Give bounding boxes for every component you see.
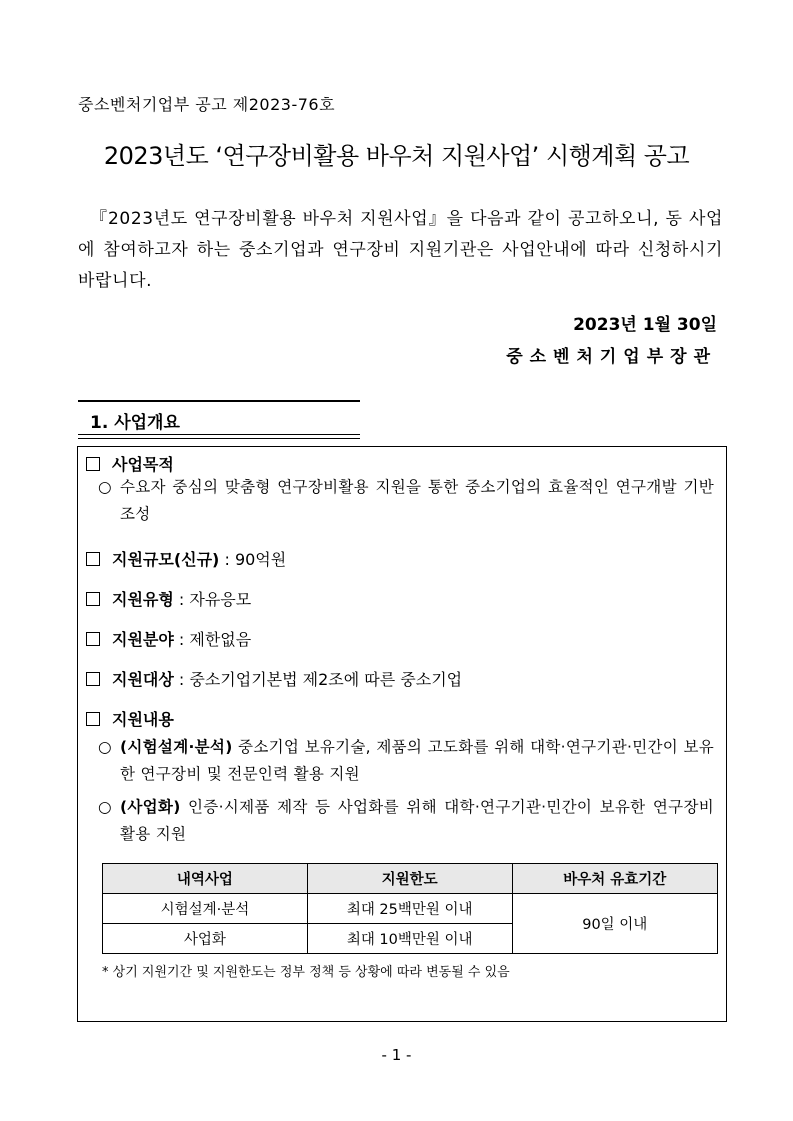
- notice-number: 중소벤처기업부 공고 제2023-76호: [78, 95, 336, 114]
- scale-value: : 90억원: [219, 550, 287, 569]
- table-header-row: [103, 864, 718, 894]
- section-heading-text: 1. 사업개요: [90, 413, 180, 433]
- purpose-text: 수요자 중심의 맞춤형 연구장비활용 지원을 통한 중소기업의 효율적인 연구개발 기반 조성: [120, 478, 714, 523]
- circle-bullet-icon: ○: [98, 798, 112, 816]
- type-row: [86, 587, 251, 610]
- field-label: 지원분야: [112, 630, 174, 649]
- checkbox-icon: [86, 592, 100, 606]
- field-value: : 제한없음: [173, 630, 252, 649]
- scale-row: [86, 547, 286, 570]
- table-cell: 사업화: [103, 924, 308, 954]
- content-item-body: [120, 734, 714, 788]
- intro-paragraph: [78, 204, 723, 297]
- notice-date: 2023년 1월 30일: [573, 315, 717, 335]
- target-row: [86, 667, 462, 690]
- type-value: : 자유응모: [173, 590, 252, 609]
- content-row: [86, 707, 174, 730]
- target-value: : 중소기업기본법 제2조에 따른 중소기업: [173, 670, 463, 689]
- table-cell: 최대 10백만원 이내: [307, 924, 512, 954]
- table-cell: 시험설계·분석: [103, 894, 308, 924]
- field-row: [86, 627, 251, 650]
- footnote: * 상기 지원기간 및 지원한도는 정부 정책 등 상황에 따라 변동될 수 있음: [102, 965, 510, 980]
- content-item-label: (사업화): [120, 798, 181, 816]
- table-header-cell: 내역사업: [103, 864, 308, 894]
- purpose-label: 사업목적: [112, 455, 174, 474]
- page-number: - 1 -: [381, 1046, 412, 1064]
- checkbox-icon: [86, 672, 100, 686]
- table-cell: 최대 25백만원 이내: [307, 894, 512, 924]
- overview-box: [77, 446, 727, 1022]
- checkbox-icon: [86, 457, 100, 471]
- intro-text: 『2023년도 연구장비활용 바우처 지원사업』을 다음과 같이 공고하오니, 동 사업에 참여하고자 하는 중소기업과 연구장비 지원기관은 사업안내에 따라 신청하시기 바랍니다.: [78, 209, 723, 291]
- circle-bullet-icon: ○: [98, 478, 112, 496]
- table-header-cell: 바우처 유효기간: [512, 864, 717, 894]
- scale-label: 지원규모(신규): [112, 550, 220, 569]
- voucher-table: [102, 863, 718, 954]
- table-header-cell: 지원한도: [307, 864, 512, 894]
- issuer-name: 중소벤처기업부장관: [506, 347, 717, 367]
- content-item-text: 중소기업 보유기술, 제품의 고도화를 위해 대학·연구기관·민간이 보유한 연구장비 및 전문인력 활용 지원: [120, 738, 714, 783]
- content-item-body: [120, 794, 714, 848]
- purpose-item: [98, 474, 714, 528]
- checkbox-icon: [86, 552, 100, 566]
- validity-cell: 90일 이내: [512, 894, 717, 954]
- heading-underline: [78, 434, 360, 435]
- checkbox-icon: [86, 712, 100, 726]
- content-label: 지원내용: [112, 710, 174, 729]
- section-heading: [78, 400, 360, 436]
- circle-bullet-icon: ○: [98, 738, 112, 756]
- table-row: [103, 894, 718, 924]
- purpose-row: [86, 452, 174, 475]
- target-label: 지원대상: [112, 670, 174, 689]
- document-title: 2023년도 ‘연구장비활용 바우처 지원사업’ 시행계획 공고: [103, 142, 690, 170]
- content-item: [98, 734, 714, 788]
- content-item-text: 인증·시제품 제작 등 사업화를 위해 대학·연구기관·민간이 보유한 연구장비 활용 지원: [120, 798, 714, 843]
- content-item-label: (시험설계·분석): [120, 738, 233, 756]
- checkbox-icon: [86, 632, 100, 646]
- type-label: 지원유형: [112, 590, 174, 609]
- content-item: [98, 794, 714, 848]
- heading-double-underline: [78, 438, 360, 439]
